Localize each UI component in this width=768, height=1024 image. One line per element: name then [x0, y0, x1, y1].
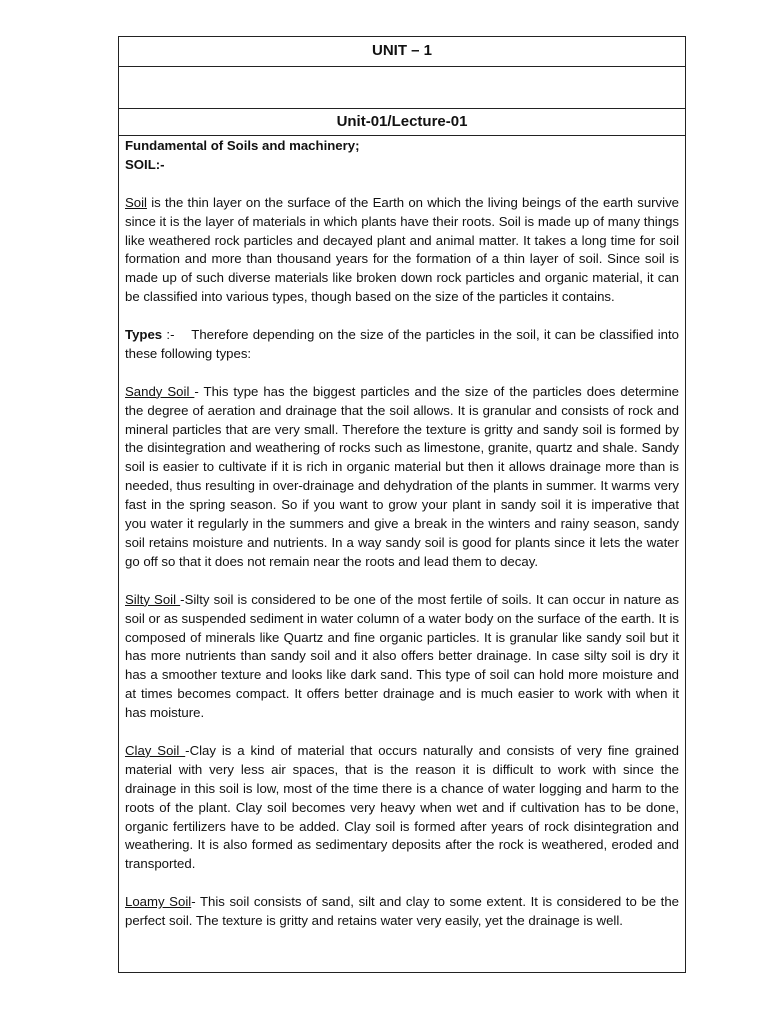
soil-term: Soil [125, 194, 147, 210]
silty-soil-text: -Silty soil is considered to be one of the most fertile of soils. It can occur in nature as soil or as suspended sediment in water column of a water body on the surface of the earth. It is composed of minerals like Quartz and fine organic particles. It is granular like sandy soil but it has more nutrients than sandy soil and it also offers better drainage. In case silty soil is dry it has a smoother texture and looks like dark sand. This type of soil can hold more moisture and at times becomes compact. It offers better drainage and is much easier to work with when it has moisture. [125, 591, 679, 721]
loamy-soil-term: Loamy Soil [125, 894, 192, 910]
unit-title: UNIT – 1 [119, 37, 685, 67]
lecture-title: Unit-01/Lecture-01 [119, 109, 685, 136]
intro-paragraph [125, 194, 679, 307]
types-term: Types [125, 327, 163, 343]
sandy-soil-paragraph [125, 383, 679, 572]
types-text: :- Therefore depending on the size of the particles in the soil, it can be classified into these following types: [125, 327, 683, 361]
clay-soil-paragraph [125, 742, 679, 874]
blank-row [119, 67, 685, 109]
loamy-soil-paragraph [125, 893, 679, 931]
clay-soil-text: -Clay is a kind of material that occurs naturally and consists of very fine grained material with very less air spaces, that is the reason it is difficult to work with since the drainage in this soil is low, most of the time there is a chance of water logging and harm to the roots of the plant. Clay soil becomes very heavy when wet and if cultivation has to be done, organic fertilizers have to be added. Clay soil is formed after years of rock disintegration and weathering. It is also formed as sedimentary deposits after the rock is weathered, eroded and transported. [125, 742, 679, 872]
content-text [125, 137, 683, 931]
silty-soil-paragraph [125, 591, 679, 723]
main-heading: Fundamental of Soils and machinery; [125, 138, 360, 153]
soil-heading: SOIL:- [125, 156, 165, 172]
silty-soil-term: Silty Soil [125, 591, 181, 607]
types-paragraph [125, 326, 683, 364]
clay-soil-term: Clay Soil [125, 742, 186, 758]
sandy-soil-term: Sandy Soil [125, 383, 195, 399]
document-table [118, 36, 686, 973]
intro-text: is the thin layer on the surface of the Earth on which the living beings of the earth survive since it is the layer of materials in which plants have their roots. Soil is made up of many things like weathered rock particles and decayed plant and animal matter. It takes a long time for soil formation and more than thousand years for the formation of a thin layer of soil. Since soil is made up of such diverse materials like broken down rock particles and organic material, it can be classified into various types, though based on the size of the particles it contains. [125, 194, 679, 305]
sandy-soil-text: - This type has the biggest particles and the size of the particles does determine the degree of aeration and drainage that the soil allows. It is granular and consists of rock and mineral particles that are very small. Therefore the texture is gritty and sandy soil is formed by the disintegration and weathering of rocks such as limestone, granite, quartz and shale. Sandy soil is easier to cultivate if it is rich in organic material but then it allows drainage more than is needed, thus resulting in over-drainage and dehydration of the plants in summer. It warms very fast in the spring season. So if you want to grow your plant in sandy soil it is imperative that you water it regularly in the summers and give a break in the winters and rainy season, sandy soil retains moisture and nutrients. In a way sandy soil is good for plants since it lets the water go off so that it does not remain near the roots and lead them to decay. [125, 383, 679, 569]
loamy-soil-text: - This soil consists of sand, silt and clay to some extent. It is considered to be the perfect soil. The texture is gritty and retains water very easily, yet the drainage is well. [125, 894, 679, 929]
content-cell [119, 136, 685, 972]
